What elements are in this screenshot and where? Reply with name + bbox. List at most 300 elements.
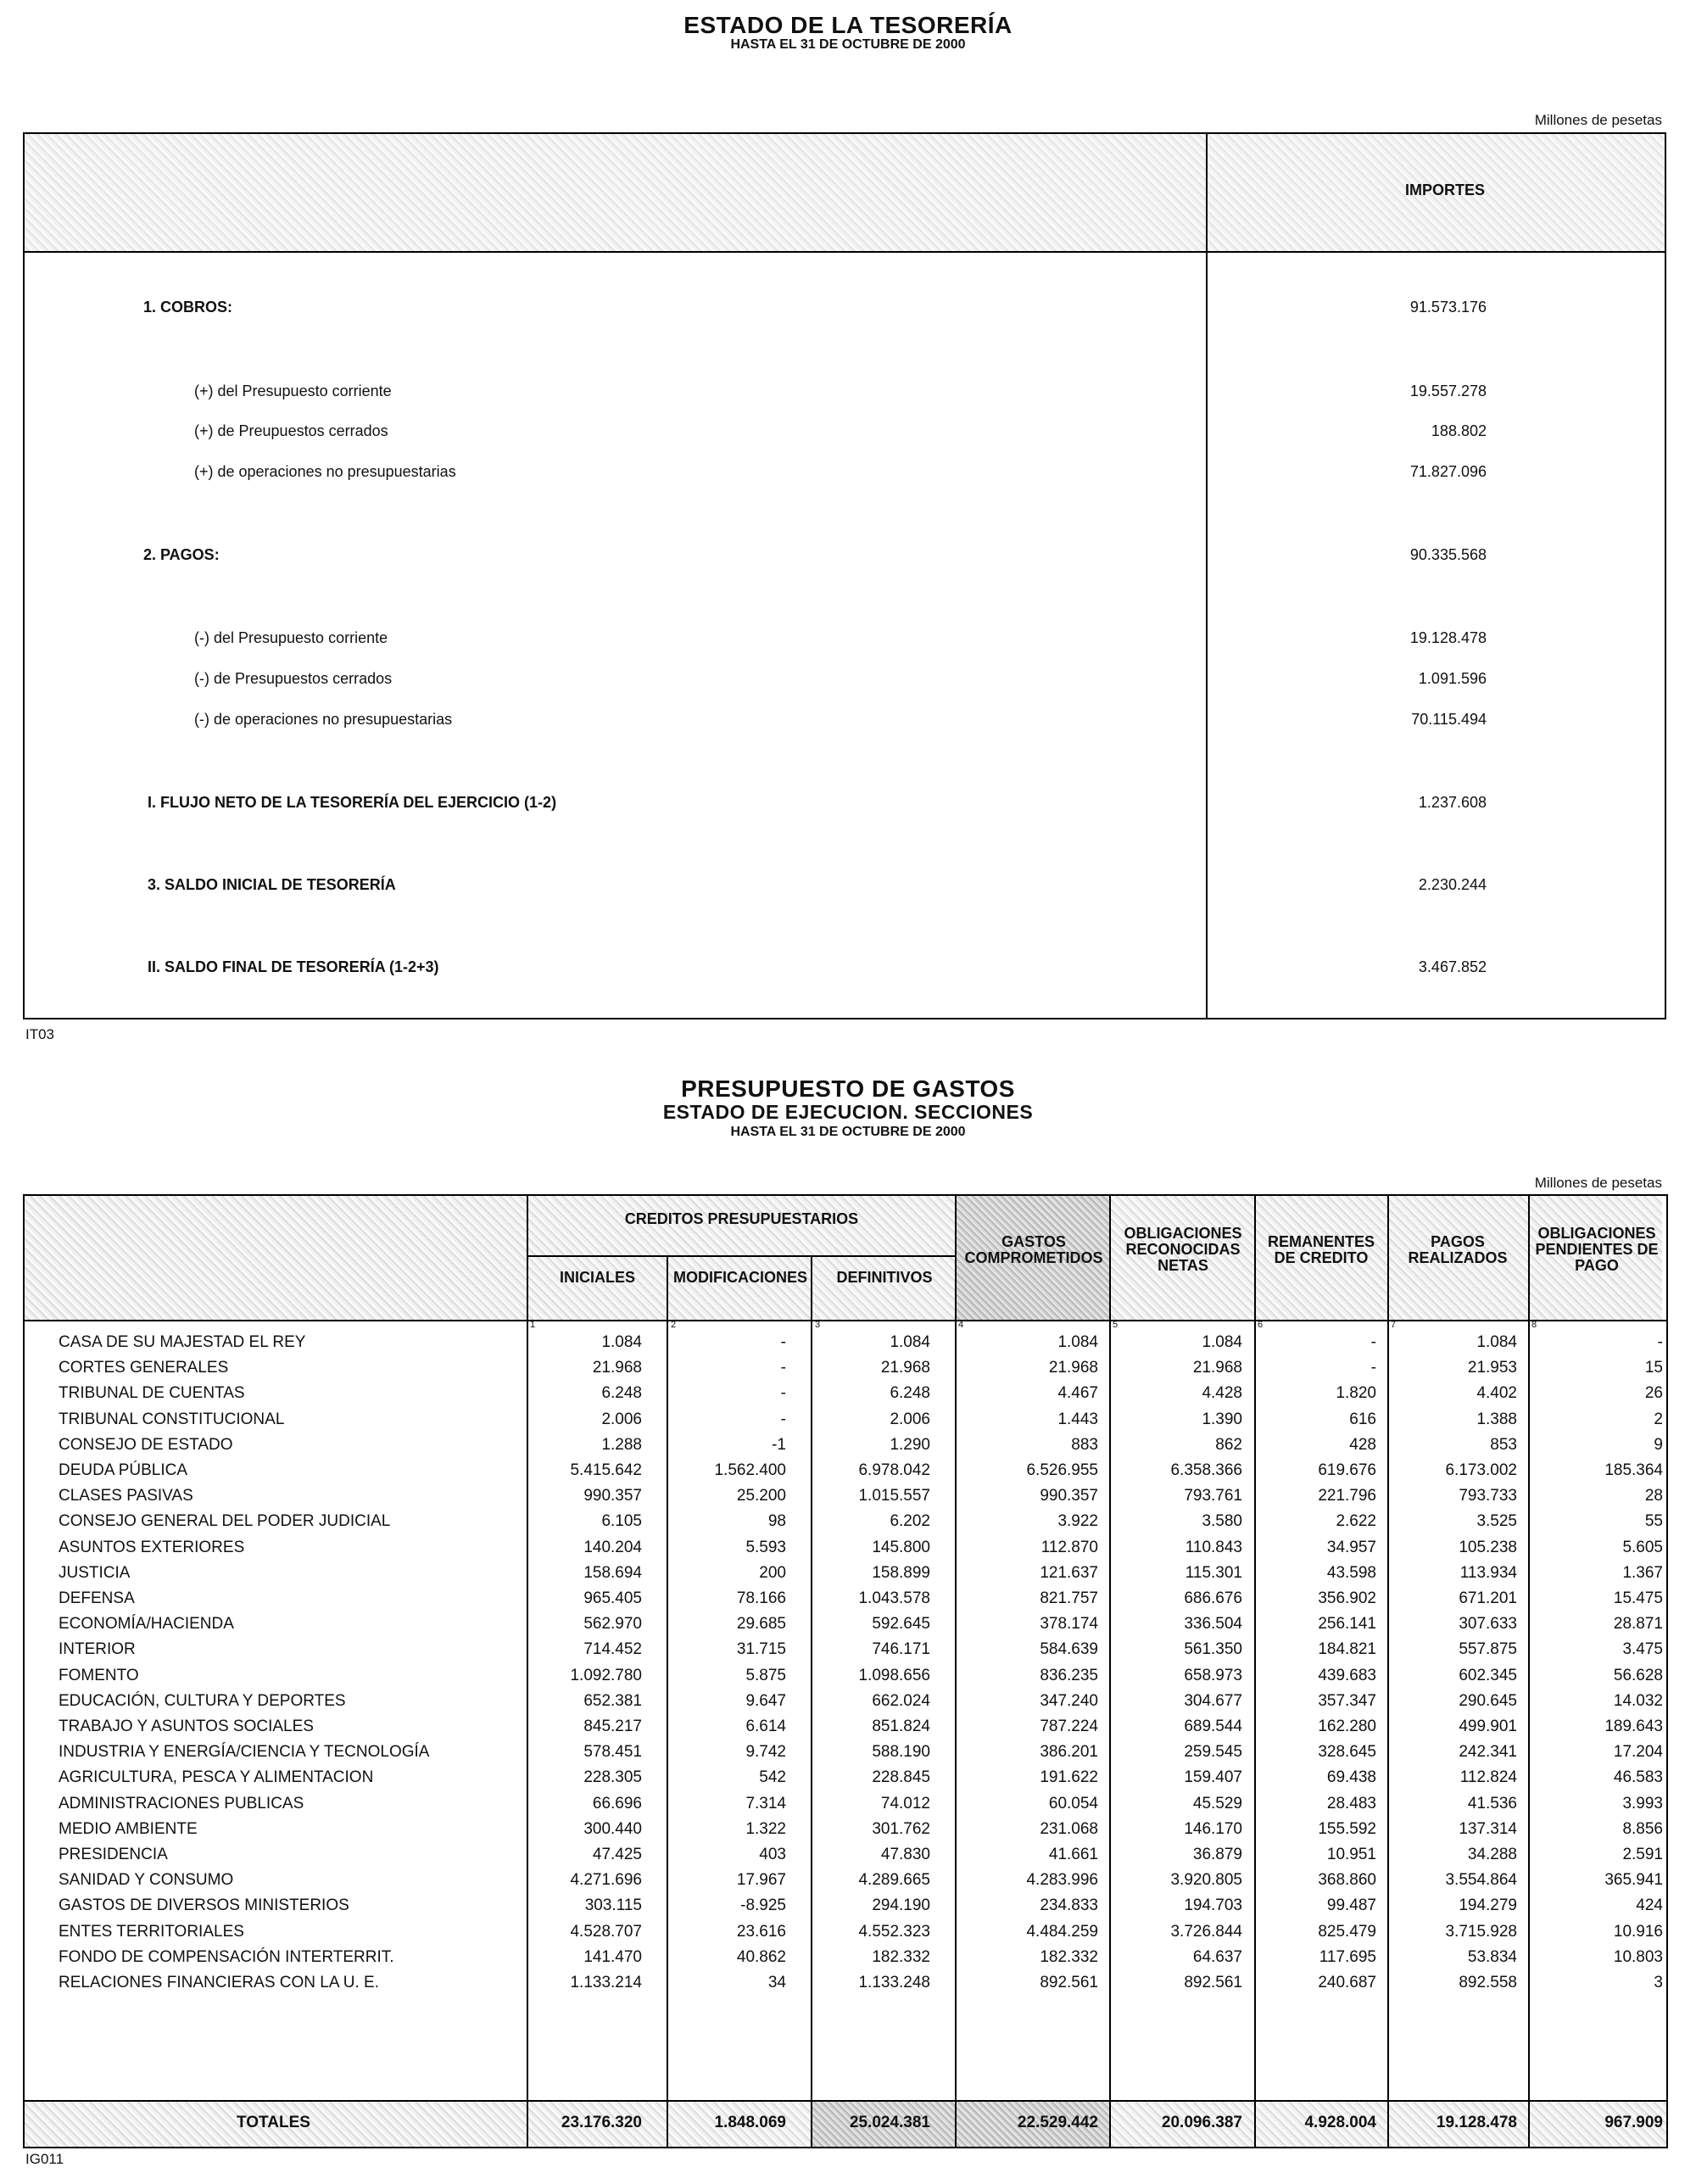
treasury-row-value: 71.827.096 bbox=[1409, 463, 1487, 480]
treasury-row bbox=[25, 383, 1665, 405]
table-cell: 182.332 bbox=[1040, 1947, 1098, 1966]
table-cell: 34 bbox=[767, 1974, 786, 1991]
table-cell: 158.899 bbox=[872, 1563, 930, 1582]
table-cell: 6.978.042 bbox=[858, 1461, 930, 1479]
treasury-row-value: 90.335.568 bbox=[1409, 546, 1487, 563]
treasury-row-label: 2. PAGOS: bbox=[143, 546, 220, 563]
section-name: FOMENTO bbox=[59, 1666, 139, 1684]
section-name: TRIBUNAL DE CUENTAS bbox=[59, 1384, 245, 1403]
treasury-row-value: 1.091.596 bbox=[1418, 670, 1487, 687]
table-cell: 159.407 bbox=[1184, 1768, 1242, 1787]
totals-cell: 25.024.381 bbox=[849, 2114, 930, 2131]
treasury-row-value: 1.237.608 bbox=[1418, 794, 1487, 811]
table-cell: 1.133.214 bbox=[570, 1974, 642, 1991]
table-cell: - bbox=[780, 1384, 786, 1403]
table-cell: - bbox=[780, 1410, 786, 1428]
table-cell: 424 bbox=[1636, 1896, 1663, 1915]
table-row bbox=[25, 1640, 1666, 1666]
table-cell: 56.628 bbox=[1613, 1666, 1663, 1684]
definitivos-header: DEFINITIVOS bbox=[836, 1269, 933, 1286]
table-cell: 10.916 bbox=[1613, 1922, 1663, 1941]
table-cell: 689.544 bbox=[1184, 1718, 1242, 1735]
totals-row bbox=[25, 2100, 1666, 2146]
modificaciones-header: MODIFICACIONES bbox=[672, 1269, 807, 1286]
table-cell: 194.703 bbox=[1184, 1896, 1242, 1915]
table-cell: 892.561 bbox=[1040, 1974, 1098, 1991]
totals-label: TOTALES bbox=[237, 2114, 310, 2131]
section-name: TRIBUNAL CONSTITUCIONAL bbox=[59, 1410, 285, 1428]
table-cell: 34.288 bbox=[1467, 1846, 1517, 1863]
table-cell: 290.645 bbox=[1459, 1691, 1517, 1710]
treasury-row bbox=[25, 463, 1665, 485]
section-name: PRESIDENCIA bbox=[59, 1846, 168, 1863]
table-cell: 686.676 bbox=[1184, 1589, 1242, 1607]
remanentes-header: REMANENTES DE CREDITO bbox=[1267, 1233, 1375, 1266]
table-cell: 328.645 bbox=[1318, 1743, 1376, 1762]
table-cell: 155.592 bbox=[1318, 1819, 1376, 1838]
section-name: DEUDA PÚBLICA bbox=[59, 1461, 188, 1479]
table-cell: 557.875 bbox=[1459, 1640, 1517, 1659]
table-cell: 542 bbox=[759, 1768, 786, 1787]
table-cell: 29.685 bbox=[736, 1615, 786, 1634]
table-cell: 1.388 bbox=[1476, 1410, 1517, 1428]
table-cell: 386.201 bbox=[1040, 1743, 1098, 1762]
table-cell: 23.616 bbox=[736, 1922, 786, 1941]
table-row bbox=[25, 1768, 1666, 1794]
table-cell: 259.545 bbox=[1184, 1743, 1242, 1762]
treasury-row-value: 70.115.494 bbox=[1411, 711, 1487, 728]
treasury-row-label: (-) de operaciones no presupuestarias bbox=[194, 711, 453, 728]
budget-units: Millones de pesetas bbox=[1534, 1175, 1662, 1191]
treasury-row-label: (+) de operaciones no presupuestarias bbox=[194, 463, 456, 480]
section-name: RELACIONES FINANCIERAS CON LA U. E. bbox=[59, 1974, 379, 1991]
table-row bbox=[25, 1461, 1666, 1487]
treasury-row-value: 19.557.278 bbox=[1409, 383, 1487, 399]
section-name: DEFENSA bbox=[59, 1589, 135, 1607]
table-cell: 25.200 bbox=[736, 1487, 786, 1505]
importes-header: IMPORTES bbox=[1404, 182, 1485, 198]
table-cell: 4.271.696 bbox=[570, 1871, 642, 1890]
table-cell: 141.470 bbox=[583, 1947, 642, 1966]
table-cell: 9.742 bbox=[745, 1743, 786, 1762]
table-cell: 990.357 bbox=[583, 1487, 642, 1505]
table-cell: 825.479 bbox=[1318, 1922, 1376, 1941]
table-row bbox=[25, 1436, 1666, 1461]
table-cell: 746.171 bbox=[872, 1640, 930, 1659]
table-cell: 584.639 bbox=[1040, 1640, 1098, 1659]
table-cell: 5.593 bbox=[745, 1538, 786, 1556]
table-cell: 60.054 bbox=[1048, 1794, 1098, 1813]
table-cell: 588.190 bbox=[872, 1743, 930, 1762]
table-cell: 671.201 bbox=[1459, 1589, 1517, 1607]
table-cell: 2.006 bbox=[601, 1410, 642, 1428]
table-cell: 301.762 bbox=[872, 1819, 930, 1838]
table-cell: 28 bbox=[1644, 1487, 1663, 1505]
budget-table bbox=[23, 1194, 1668, 2148]
treasury-row bbox=[25, 422, 1665, 444]
table-cell: -1 bbox=[772, 1435, 786, 1454]
section-name: TRABAJO Y ASUNTOS SOCIALES bbox=[59, 1718, 314, 1735]
table-row bbox=[25, 1487, 1666, 1512]
table-row bbox=[25, 1512, 1666, 1538]
table-cell: 3.726.844 bbox=[1170, 1922, 1242, 1941]
table-cell: 221.796 bbox=[1318, 1487, 1376, 1505]
budget-title: PRESUPUESTO DE GASTOS bbox=[681, 1075, 1015, 1102]
table-cell: 365.941 bbox=[1604, 1871, 1663, 1890]
treasury-units: Millones de pesetas bbox=[1534, 112, 1662, 128]
table-cell: 1.288 bbox=[601, 1435, 642, 1454]
table-cell: 1.015.557 bbox=[858, 1487, 930, 1505]
table-cell: 2.006 bbox=[890, 1410, 930, 1428]
table-row bbox=[25, 1974, 1666, 1999]
table-cell: 6.248 bbox=[890, 1384, 930, 1403]
table-cell: 3.715.928 bbox=[1445, 1922, 1517, 1941]
table-cell: - bbox=[1657, 1333, 1663, 1351]
table-cell: 561.350 bbox=[1184, 1640, 1242, 1659]
table-cell: 3.993 bbox=[1622, 1794, 1663, 1813]
treasury-row-label: 1. COBROS: bbox=[143, 299, 233, 316]
table-row bbox=[25, 1871, 1666, 1896]
table-cell: 47.425 bbox=[592, 1846, 642, 1863]
totals-cell: 967.909 bbox=[1604, 2114, 1663, 2131]
budget-subtitle: ESTADO DE EJECUCION. SECCIONES bbox=[662, 1101, 1034, 1123]
table-cell: 10.803 bbox=[1613, 1947, 1663, 1966]
table-cell: 242.341 bbox=[1459, 1743, 1517, 1762]
table-cell: 231.068 bbox=[1040, 1819, 1098, 1838]
table-cell: -8.925 bbox=[740, 1896, 786, 1915]
table-cell: 652.381 bbox=[583, 1691, 642, 1710]
table-cell: 194.279 bbox=[1459, 1896, 1517, 1915]
table-cell: - bbox=[1370, 1333, 1376, 1351]
table-cell: 602.345 bbox=[1459, 1666, 1517, 1684]
table-cell: 228.305 bbox=[583, 1768, 642, 1787]
table-cell: 4.467 bbox=[1057, 1384, 1098, 1403]
table-cell: 294.190 bbox=[872, 1896, 930, 1915]
table-cell: 1.084 bbox=[1202, 1333, 1242, 1351]
table-cell: 115.301 bbox=[1185, 1563, 1242, 1582]
table-cell: 137.314 bbox=[1459, 1819, 1517, 1838]
table-cell: 99.487 bbox=[1326, 1896, 1376, 1915]
table-cell: 3.922 bbox=[1057, 1512, 1098, 1531]
table-cell: 851.824 bbox=[872, 1718, 930, 1735]
section-name: FONDO DE COMPENSACIÓN INTERTERRIT. bbox=[59, 1947, 394, 1966]
table-cell: 162.280 bbox=[1318, 1718, 1376, 1735]
table-cell: 5.605 bbox=[1622, 1538, 1663, 1556]
column-number: 1 bbox=[530, 1320, 536, 1330]
table-cell: 15 bbox=[1644, 1359, 1663, 1377]
table-cell: 1.562.400 bbox=[714, 1461, 786, 1479]
table-cell: 3.554.864 bbox=[1445, 1871, 1517, 1890]
table-cell: 185.364 bbox=[1604, 1461, 1663, 1479]
budget-code: IG011 bbox=[25, 2151, 64, 2167]
table-cell: 43.598 bbox=[1326, 1563, 1376, 1582]
table-cell: 45.529 bbox=[1192, 1794, 1242, 1813]
table-cell: 6.614 bbox=[745, 1718, 786, 1735]
table-cell: 307.633 bbox=[1459, 1615, 1517, 1634]
table-cell: 3.580 bbox=[1202, 1512, 1242, 1531]
table-cell: 191.622 bbox=[1040, 1768, 1098, 1787]
section-name: JUSTICIA bbox=[59, 1563, 131, 1582]
table-cell: 336.504 bbox=[1184, 1615, 1242, 1634]
treasury-row bbox=[25, 794, 1665, 816]
table-cell: 6.105 bbox=[601, 1512, 642, 1531]
table-cell: 347.240 bbox=[1040, 1691, 1098, 1710]
table-cell: 1.092.780 bbox=[570, 1666, 642, 1684]
table-cell: 300.440 bbox=[583, 1819, 642, 1838]
treasury-title: ESTADO DE LA TESORERÍA bbox=[683, 12, 1013, 38]
obligaciones-header: OBLIGACIONES RECONOCIDAS NETAS bbox=[1124, 1225, 1242, 1274]
table-cell: 7.314 bbox=[745, 1794, 786, 1813]
table-row bbox=[25, 1615, 1666, 1640]
section-name: ASUNTOS EXTERIORES bbox=[59, 1538, 245, 1556]
treasury-code: IT03 bbox=[25, 1026, 55, 1042]
table-cell: 6.526.955 bbox=[1026, 1461, 1098, 1479]
totals-cell: 1.848.069 bbox=[714, 2114, 786, 2131]
table-cell: 2.622 bbox=[1336, 1512, 1376, 1531]
table-row bbox=[25, 1667, 1666, 1692]
table-cell: 2 bbox=[1654, 1410, 1663, 1428]
table-cell: 1.084 bbox=[890, 1333, 930, 1351]
table-cell: 2.591 bbox=[1622, 1846, 1663, 1863]
table-cell: 592.645 bbox=[872, 1615, 930, 1634]
creditos-sub-line bbox=[528, 1255, 955, 1257]
table-cell: - bbox=[1370, 1359, 1376, 1377]
table-cell: 145.800 bbox=[872, 1538, 930, 1556]
table-cell: 40.862 bbox=[736, 1947, 786, 1966]
table-cell: 1.443 bbox=[1057, 1410, 1098, 1428]
section-name: CASA DE SU MAJESTAD EL REY bbox=[59, 1333, 306, 1351]
table-cell: 21.953 bbox=[1467, 1359, 1517, 1377]
table-cell: 4.528.707 bbox=[570, 1922, 642, 1941]
treasury-table bbox=[23, 132, 1666, 1019]
table-cell: 616 bbox=[1349, 1410, 1376, 1428]
table-cell: 5.415.642 bbox=[570, 1461, 642, 1479]
table-cell: 6.248 bbox=[601, 1384, 642, 1403]
table-cell: 41.661 bbox=[1048, 1846, 1098, 1863]
table-cell: 184.821 bbox=[1318, 1640, 1376, 1659]
table-row bbox=[25, 1539, 1666, 1564]
section-name: CORTES GENERALES bbox=[59, 1359, 229, 1377]
table-cell: 357.347 bbox=[1318, 1691, 1376, 1710]
table-cell: 1.390 bbox=[1202, 1410, 1242, 1428]
iniciales-header: INICIALES bbox=[559, 1269, 635, 1286]
section-name: SANIDAD Y CONSUMO bbox=[59, 1871, 234, 1890]
column-number: 7 bbox=[1391, 1320, 1397, 1330]
totals-cell: 23.176.320 bbox=[561, 2114, 642, 2131]
table-cell: 303.115 bbox=[584, 1896, 642, 1915]
table-cell: 21.968 bbox=[1048, 1359, 1098, 1377]
table-cell: 113.934 bbox=[1459, 1563, 1517, 1582]
section-name: AGRICULTURA, PESCA Y ALIMENTACION bbox=[59, 1768, 374, 1787]
table-cell: 234.833 bbox=[1040, 1896, 1098, 1915]
treasury-row bbox=[25, 958, 1665, 980]
table-row bbox=[25, 1718, 1666, 1743]
table-row bbox=[25, 1564, 1666, 1589]
table-cell: 26 bbox=[1644, 1384, 1663, 1403]
table-cell: 892.561 bbox=[1184, 1974, 1242, 1991]
column-number: 2 bbox=[671, 1320, 677, 1330]
treasury-row-label: (-) del Presupuesto corriente bbox=[194, 629, 388, 646]
table-cell: 821.757 bbox=[1040, 1589, 1098, 1607]
table-cell: 1.098.656 bbox=[858, 1666, 930, 1684]
totals-cell: 22.529.442 bbox=[1017, 2114, 1098, 2131]
table-cell: 69.438 bbox=[1326, 1768, 1376, 1787]
table-cell: 8.856 bbox=[1622, 1819, 1663, 1838]
table-cell: 34.957 bbox=[1326, 1538, 1376, 1556]
table-cell: 9 bbox=[1654, 1435, 1663, 1454]
table-cell: 9.647 bbox=[745, 1691, 786, 1710]
table-cell: 562.970 bbox=[583, 1615, 642, 1634]
budget-subtitle-date: HASTA EL 31 DE OCTUBRE DE 2000 bbox=[730, 1125, 966, 1139]
table-cell: 787.224 bbox=[1040, 1718, 1098, 1735]
table-cell: 41.536 bbox=[1467, 1794, 1517, 1813]
table-cell: 793.733 bbox=[1459, 1487, 1517, 1505]
table-cell: 105.238 bbox=[1459, 1538, 1517, 1556]
table-row bbox=[25, 1589, 1666, 1615]
table-row bbox=[25, 1743, 1666, 1768]
table-cell: - bbox=[780, 1359, 786, 1377]
totals-cell: 4.928.004 bbox=[1304, 2114, 1376, 2131]
table-cell: 17.967 bbox=[736, 1871, 786, 1890]
section-name: MEDIO AMBIENTE bbox=[59, 1819, 198, 1838]
table-cell: 4.484.259 bbox=[1026, 1922, 1098, 1941]
table-row bbox=[25, 1410, 1666, 1436]
table-row bbox=[25, 1846, 1666, 1871]
table-cell: 15.475 bbox=[1613, 1589, 1663, 1607]
table-cell: 140.204 bbox=[583, 1538, 642, 1556]
table-cell: 862 bbox=[1215, 1435, 1242, 1454]
table-cell: 46.583 bbox=[1613, 1768, 1663, 1787]
treasury-row-label: (+) de Preupuestos cerrados bbox=[194, 422, 388, 439]
table-cell: 6.173.002 bbox=[1445, 1461, 1517, 1479]
table-cell: 1.322 bbox=[745, 1819, 786, 1838]
table-cell: 6.358.366 bbox=[1170, 1461, 1242, 1479]
column-number: 4 bbox=[958, 1320, 964, 1330]
section-name: INDUSTRIA Y ENERGÍA/CIENCIA Y TECNOLOGÍA bbox=[59, 1743, 430, 1762]
table-cell: 28.483 bbox=[1326, 1794, 1376, 1813]
table-cell: 714.452 bbox=[583, 1640, 642, 1659]
treasury-row bbox=[25, 876, 1665, 898]
table-cell: 853 bbox=[1490, 1435, 1517, 1454]
header-bottom-line bbox=[25, 1320, 1666, 1321]
column-number: 5 bbox=[1113, 1320, 1119, 1330]
table-cell: 368.860 bbox=[1318, 1871, 1376, 1890]
section-name: GASTOS DE DIVERSOS MINISTERIOS bbox=[59, 1896, 349, 1915]
table-cell: 146.170 bbox=[1184, 1819, 1242, 1838]
table-cell: 189.643 bbox=[1604, 1718, 1663, 1735]
table-cell: 17.204 bbox=[1613, 1743, 1663, 1762]
table-cell: 1.084 bbox=[601, 1333, 642, 1351]
column-number: 6 bbox=[1258, 1320, 1264, 1330]
table-cell: 112.824 bbox=[1459, 1768, 1517, 1787]
table-cell: 499.901 bbox=[1459, 1718, 1517, 1735]
table-cell: 74.012 bbox=[880, 1794, 930, 1813]
table-cell: 658.973 bbox=[1184, 1666, 1242, 1684]
table-cell: 3 bbox=[1654, 1974, 1663, 1991]
table-cell: 4.402 bbox=[1476, 1384, 1517, 1403]
table-cell: 256.141 bbox=[1318, 1615, 1376, 1634]
table-cell: 31.715 bbox=[736, 1640, 786, 1659]
table-cell: 378.174 bbox=[1040, 1615, 1098, 1634]
table-cell: 3.525 bbox=[1476, 1512, 1517, 1531]
table-cell: 845.217 bbox=[583, 1718, 642, 1735]
table-cell: 200 bbox=[759, 1563, 786, 1582]
section-name: CONSEJO DE ESTADO bbox=[59, 1435, 233, 1454]
table-cell: 21.968 bbox=[880, 1359, 930, 1377]
table-cell: 228.845 bbox=[872, 1768, 930, 1787]
table-cell: 47.830 bbox=[880, 1846, 930, 1863]
table-row bbox=[25, 1333, 1666, 1359]
table-cell: 1.290 bbox=[890, 1435, 930, 1454]
table-cell: 793.761 bbox=[1184, 1487, 1242, 1505]
table-cell: 428 bbox=[1349, 1435, 1376, 1454]
treasury-row-value: 91.573.176 bbox=[1409, 299, 1487, 316]
table-cell: 3.475 bbox=[1622, 1640, 1663, 1659]
table-cell: 883 bbox=[1071, 1435, 1098, 1454]
table-cell: 619.676 bbox=[1318, 1461, 1376, 1479]
table-cell: 4.428 bbox=[1202, 1384, 1242, 1403]
treasury-row bbox=[25, 711, 1665, 733]
table-cell: 14.032 bbox=[1613, 1691, 1663, 1710]
treasury-row-value: 188.802 bbox=[1431, 422, 1487, 439]
table-cell: 21.968 bbox=[1192, 1359, 1242, 1377]
column-number: 3 bbox=[815, 1320, 821, 1330]
table-cell: 439.683 bbox=[1318, 1666, 1376, 1684]
table-cell: 990.357 bbox=[1040, 1487, 1098, 1505]
treasury-subtitle: HASTA EL 31 DE OCTUBRE DE 2000 bbox=[730, 37, 966, 52]
table-cell: 112.870 bbox=[1040, 1538, 1098, 1556]
table-row bbox=[25, 1948, 1666, 1974]
treasury-row-label: I. FLUJO NETO DE LA TESORERÍA DEL EJERCICIO (1-2) bbox=[148, 794, 557, 811]
table-cell: 356.902 bbox=[1318, 1589, 1376, 1607]
table-cell: 304.677 bbox=[1184, 1691, 1242, 1710]
table-cell: 403 bbox=[759, 1846, 786, 1863]
treasury-row bbox=[25, 299, 1665, 321]
table-row bbox=[25, 1820, 1666, 1846]
table-row bbox=[25, 1384, 1666, 1410]
gastos-header: GASTOS COMPROMETIDOS bbox=[964, 1233, 1103, 1266]
pagos-header: PAGOS REALIZADOS bbox=[1408, 1233, 1508, 1266]
table-cell: 53.834 bbox=[1467, 1947, 1517, 1966]
table-cell: 4.552.323 bbox=[858, 1922, 930, 1941]
section-name: ECONOMÍA/HACIENDA bbox=[59, 1615, 234, 1634]
table-row bbox=[25, 1692, 1666, 1718]
table-cell: 28.871 bbox=[1613, 1615, 1663, 1634]
treasury-row-label: (-) de Presupuestos cerrados bbox=[194, 670, 393, 687]
treasury-row-value: 3.467.852 bbox=[1418, 958, 1487, 975]
table-cell: 965.405 bbox=[583, 1589, 642, 1607]
table-cell: 1.133.248 bbox=[858, 1974, 930, 1991]
table-cell: 98 bbox=[767, 1512, 786, 1531]
pendientes-header: OBLIGACIONES PENDIENTES DE PAGO bbox=[1535, 1225, 1659, 1274]
section-name: EDUCACIÓN, CULTURA Y DEPORTES bbox=[59, 1691, 346, 1710]
table-cell: - bbox=[780, 1333, 786, 1351]
table-cell: 66.696 bbox=[592, 1794, 642, 1813]
treasury-row-value: 19.128.478 bbox=[1409, 629, 1487, 646]
section-name: CONSEJO GENERAL DEL PODER JUDICIAL bbox=[59, 1512, 391, 1531]
section-name: CLASES PASIVAS bbox=[59, 1487, 193, 1505]
section-name: ENTES TERRITORIALES bbox=[59, 1922, 244, 1941]
table-cell: 5.875 bbox=[745, 1666, 786, 1684]
table-row bbox=[25, 1359, 1666, 1384]
treasury-row-value: 2.230.244 bbox=[1418, 876, 1487, 893]
table-row bbox=[25, 1896, 1666, 1922]
table-row bbox=[25, 1795, 1666, 1820]
table-cell: 1.084 bbox=[1057, 1333, 1098, 1351]
treasury-row bbox=[25, 546, 1665, 568]
table-cell: 21.968 bbox=[592, 1359, 642, 1377]
column-number: 8 bbox=[1531, 1320, 1537, 1330]
